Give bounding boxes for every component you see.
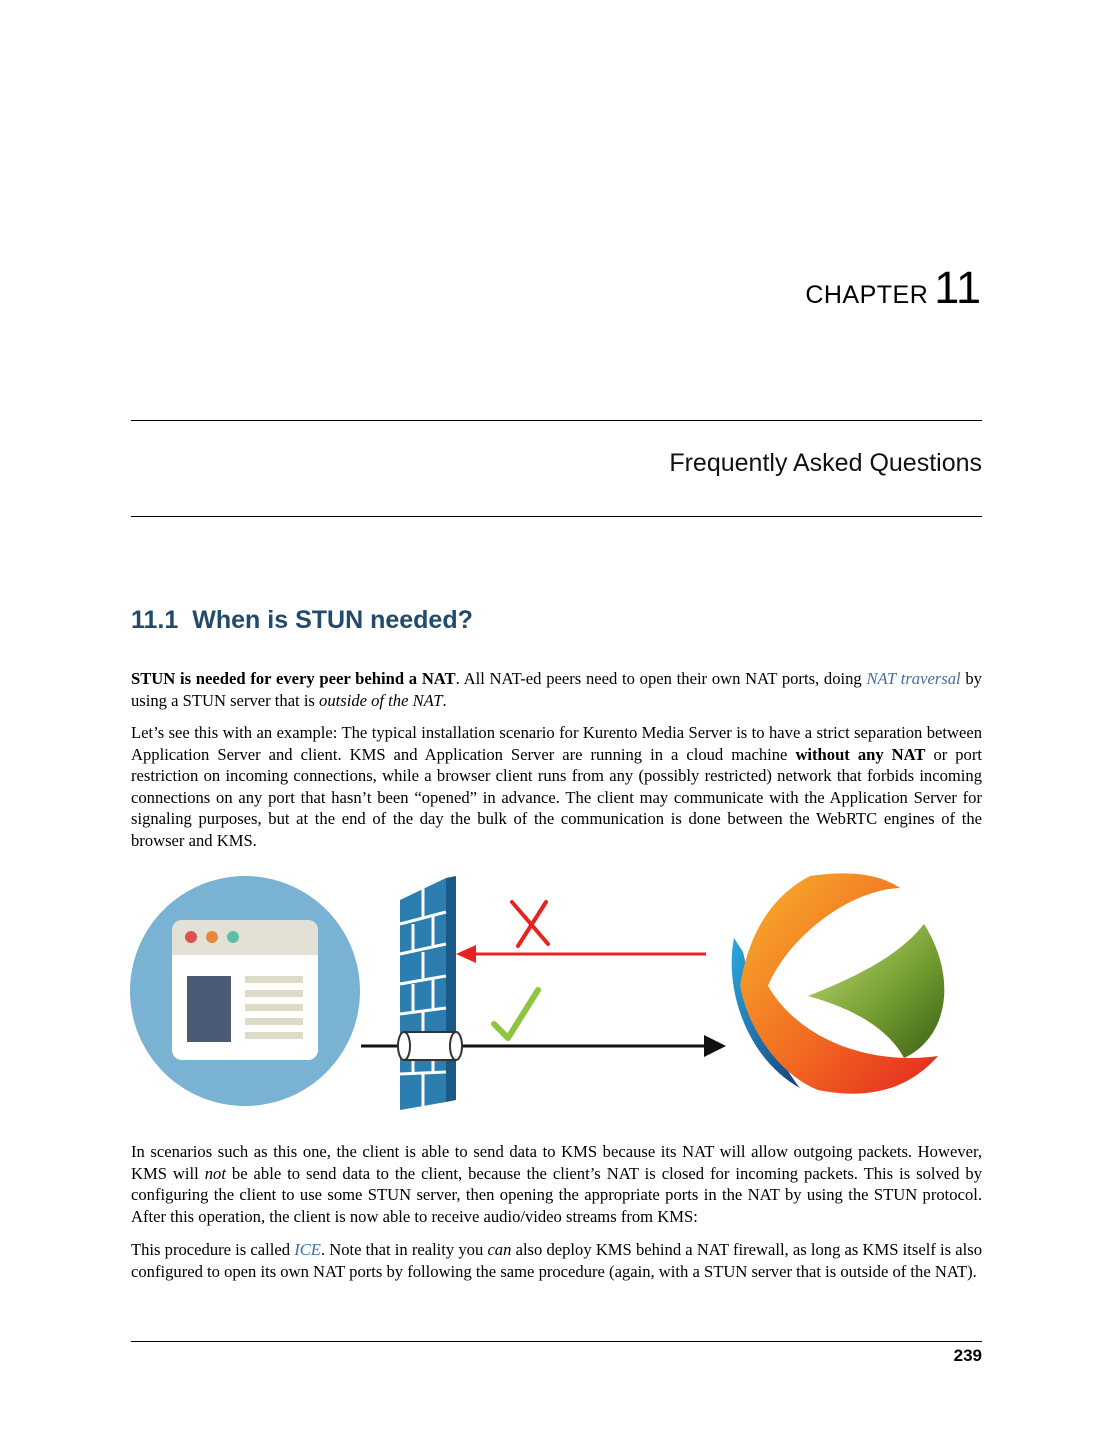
ice-link[interactable]: ICE xyxy=(294,1240,321,1259)
blocked-x-icon xyxy=(512,902,548,946)
p3-text1: In scenarios such as this one, the client is able to send data to KMS because its NAT will allow outgoing packets. However, KMS will xyxy=(131,1142,982,1183)
p4-italic: can xyxy=(487,1240,512,1259)
top-rule xyxy=(131,420,982,421)
page-number: 239 xyxy=(953,1346,982,1365)
allowed-arrow xyxy=(361,1032,726,1060)
chapter-heading xyxy=(805,262,981,314)
blocked-arrow xyxy=(456,945,706,963)
p1-text2: by using a STUN server that is xyxy=(131,669,982,710)
p1-italic: outside of the NAT xyxy=(319,690,443,710)
p4-text3: also deploy KMS behind a NAT firewall, as long as KMS itself is also configured to open its own NAT ports by following the same procedure (again, with a STUN server that is outside of the NAT). xyxy=(131,1240,982,1281)
paragraph-2 xyxy=(131,722,982,852)
p3-italic: not xyxy=(204,1163,226,1183)
browser-client-icon xyxy=(130,876,360,1106)
section-title: When is STUN needed? xyxy=(192,606,473,634)
p4-text2: . Note that in reality you xyxy=(320,1240,488,1259)
chapter-number: 11 xyxy=(934,262,981,313)
title-bottom-rule xyxy=(131,516,982,517)
paragraph-3 xyxy=(131,1141,982,1227)
p1-text1: . All NAT-ed peers need to open their own NAT ports, doing xyxy=(455,669,867,688)
p4-text1: This procedure is called xyxy=(131,1240,295,1259)
nat-traversal-link[interactable]: NAT traversal xyxy=(866,669,961,688)
footer-rule xyxy=(131,1341,982,1342)
chapter-word: CHAPTER xyxy=(805,281,929,309)
allowed-check-icon xyxy=(494,990,538,1038)
p2-bold: without any NAT xyxy=(795,744,926,764)
nat-diagram xyxy=(128,868,948,1118)
section-heading xyxy=(131,606,473,635)
paragraph-1 xyxy=(131,668,982,711)
p2-text2: or port restriction on incoming connections, while a browser client runs from any (possibly restricted) network that forbids incoming connections on any port that hasn’t been “opened” in advance. The client may communicate with the Application Server for signaling purposes, but at the end of the day the bulk of the communication is done between the WebRTC engines of the browser and KMS. xyxy=(131,744,982,850)
section-number: 11.1 xyxy=(131,606,179,634)
p1-text3: . xyxy=(442,690,447,710)
chapter-title: Frequently Asked Questions xyxy=(669,449,982,477)
p2-text1: Let’s see this with an example: The typical installation scenario for Kurento Media Server is to have a strict separation between Application Server and client. KMS and Application Server are running in a cloud machine xyxy=(131,723,982,764)
paragraph-4 xyxy=(131,1239,982,1282)
p3-text2: be able to send data to the client, because the client’s NAT is closed for incoming packets. This is solved by configuring the client to use some STUN server, then opening the appropriate ports in the NAT by using the STUN protocol. After this operation, the client is now able to receive audio/video streams from KMS: xyxy=(131,1163,983,1226)
kurento-logo-icon xyxy=(732,873,945,1093)
firewall-icon xyxy=(400,876,456,1110)
p1-bold: STUN is needed for every peer behind a NAT xyxy=(131,669,456,688)
